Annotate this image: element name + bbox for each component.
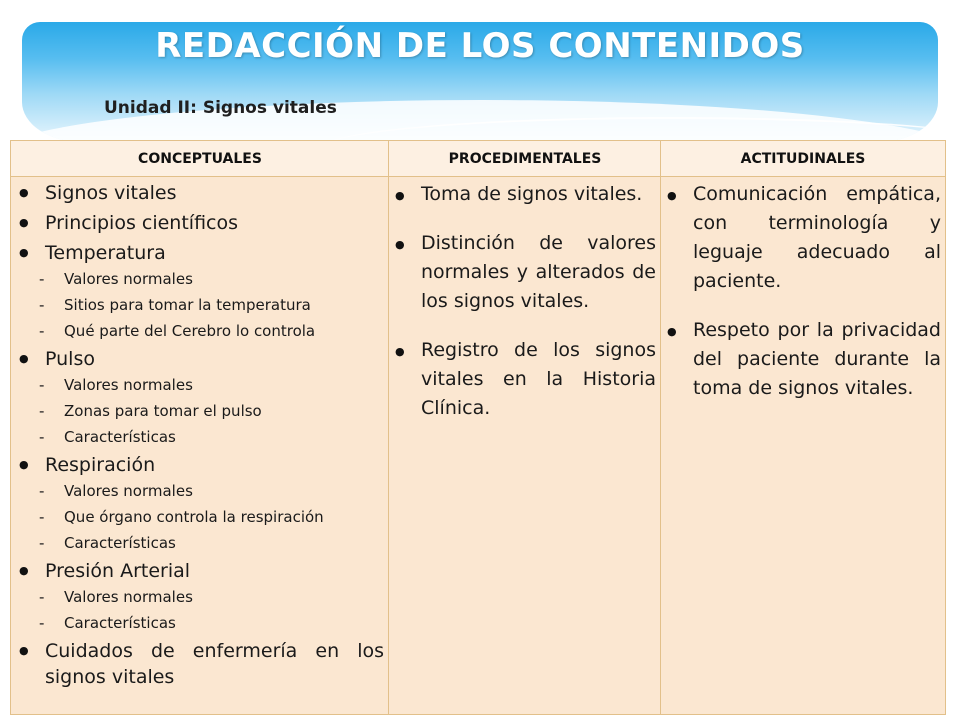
- conceptuales-list: [11, 180, 384, 690]
- contents-table: [10, 140, 946, 715]
- procedimental-item: ● Registro de los signos vitales en la Historia Clínica.: [389, 336, 660, 423]
- actitudinal-item: ● Comunicación empática, con terminología y leguaje adecuado al paciente.: [661, 180, 945, 296]
- concept-bullet-item: ● Respiración: [11, 452, 384, 478]
- concept-bullet-item: ● Temperatura: [11, 240, 384, 266]
- procedimental-item: ● Toma de signos vitales.: [389, 180, 660, 209]
- concept-sub-item: - Características: [11, 426, 384, 448]
- actitudinales-column: [661, 177, 945, 714]
- concept-sub-item: - Características: [11, 532, 384, 554]
- procedimentales-list: [389, 180, 660, 423]
- concept-sub-item: - Zonas para tomar el pulso: [11, 400, 384, 422]
- unit-subtitle: Unidad II: Signos vitales: [104, 98, 337, 118]
- column-header-conceptuales: CONCEPTUALES: [11, 141, 389, 177]
- concept-sub-item: - Valores normales: [11, 480, 384, 502]
- concept-bullet-item: ● Signos vitales: [11, 180, 384, 206]
- actitudinales-list: [661, 180, 945, 403]
- concept-bullet-item: ● Presión Arterial: [11, 558, 384, 584]
- column-header-actitudinales: ACTITUDINALES: [661, 141, 945, 177]
- procedimentales-column: [389, 177, 660, 714]
- concept-bullet-item: ● Principios científicos: [11, 210, 384, 236]
- concept-sub-item: - Que órgano controla la respiración: [11, 506, 384, 528]
- page-title: REDACCIÓN DE LOS CONTENIDOS: [155, 26, 805, 66]
- concept-sub-item: - Valores normales: [11, 586, 384, 608]
- concept-sub-item: - Características: [11, 612, 384, 634]
- conceptuales-column: [11, 177, 388, 714]
- concept-bullet-item: ● Cuidados de enfermería en los signos vitales: [11, 638, 384, 690]
- actitudinal-item: ● Respeto por la privacidad del paciente durante la toma de signos vitales.: [661, 316, 945, 403]
- concept-sub-item: - Valores normales: [11, 374, 384, 396]
- column-header-procedimentales: PROCEDIMENTALES: [389, 141, 661, 177]
- procedimental-item: ● Distinción de valores normales y alterados de los signos vitales.: [389, 229, 660, 316]
- concept-sub-item: - Qué parte del Cerebro lo controla: [11, 320, 384, 342]
- concept-sub-item: - Valores normales: [11, 268, 384, 290]
- concept-sub-item: - Sitios para tomar la temperatura: [11, 294, 384, 316]
- concept-bullet-item: ● Pulso: [11, 346, 384, 372]
